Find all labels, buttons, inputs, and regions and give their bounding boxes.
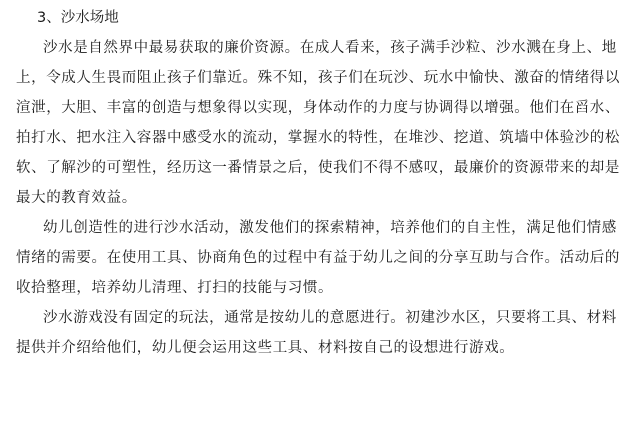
paragraph-line: 沙水游戏没有固定的玩法，通常是按幼儿的意愿进行。初建沙水区，只要将工具、材料: [43, 310, 617, 326]
paragraph-2: [16, 213, 627, 303]
section-heading: 3、沙水场地: [37, 10, 119, 26]
paragraph-line: 幼儿创造性的进行沙水活动，激发他们的探索精神，培养他们的自主性，满足他们情感: [43, 220, 617, 236]
paragraph-line: 提供并介绍给他们，幼儿便会运用这些工具、材料按自己的设想进行游戏。: [16, 340, 515, 356]
paragraph-line: 收拾整理，培养幼儿清理、打扫的技能与习惯。: [16, 280, 334, 296]
paragraph-line: 情绪的需要。在使用工具、协商角色的过程中有益于幼儿之间的分享互助与合作。活动后的: [16, 250, 620, 266]
paragraph-3: [16, 303, 627, 363]
paragraph-line: 最大的教育效益。: [16, 190, 137, 206]
paragraph-1: [16, 33, 627, 213]
paragraph-line: 上，令成人生畏而阻止孩子们靠近。殊不知，孩子们在玩沙、玩水中愉快、激奋的情绪得以: [16, 70, 620, 86]
paragraph-line: 拍打水、把水注入容器中感受水的流动，掌握水的特性，在堆沙、挖道、筑墙中体验沙的松: [16, 130, 620, 146]
paragraph-line: 软、了解沙的可塑性，经历这一番情景之后，使我们不得不感叹，最廉价的资源带来的却是: [16, 160, 620, 176]
paragraph-line: 沙水是自然界中最易获取的廉价资源。在成人看来，孩子满手沙粒、沙水溅在身上、地: [43, 40, 617, 56]
paragraph-line: 渲泄，大胆、丰富的创造与想象得以实现，身体动作的力度与协调得以增强。他们在舀水、: [16, 100, 620, 116]
